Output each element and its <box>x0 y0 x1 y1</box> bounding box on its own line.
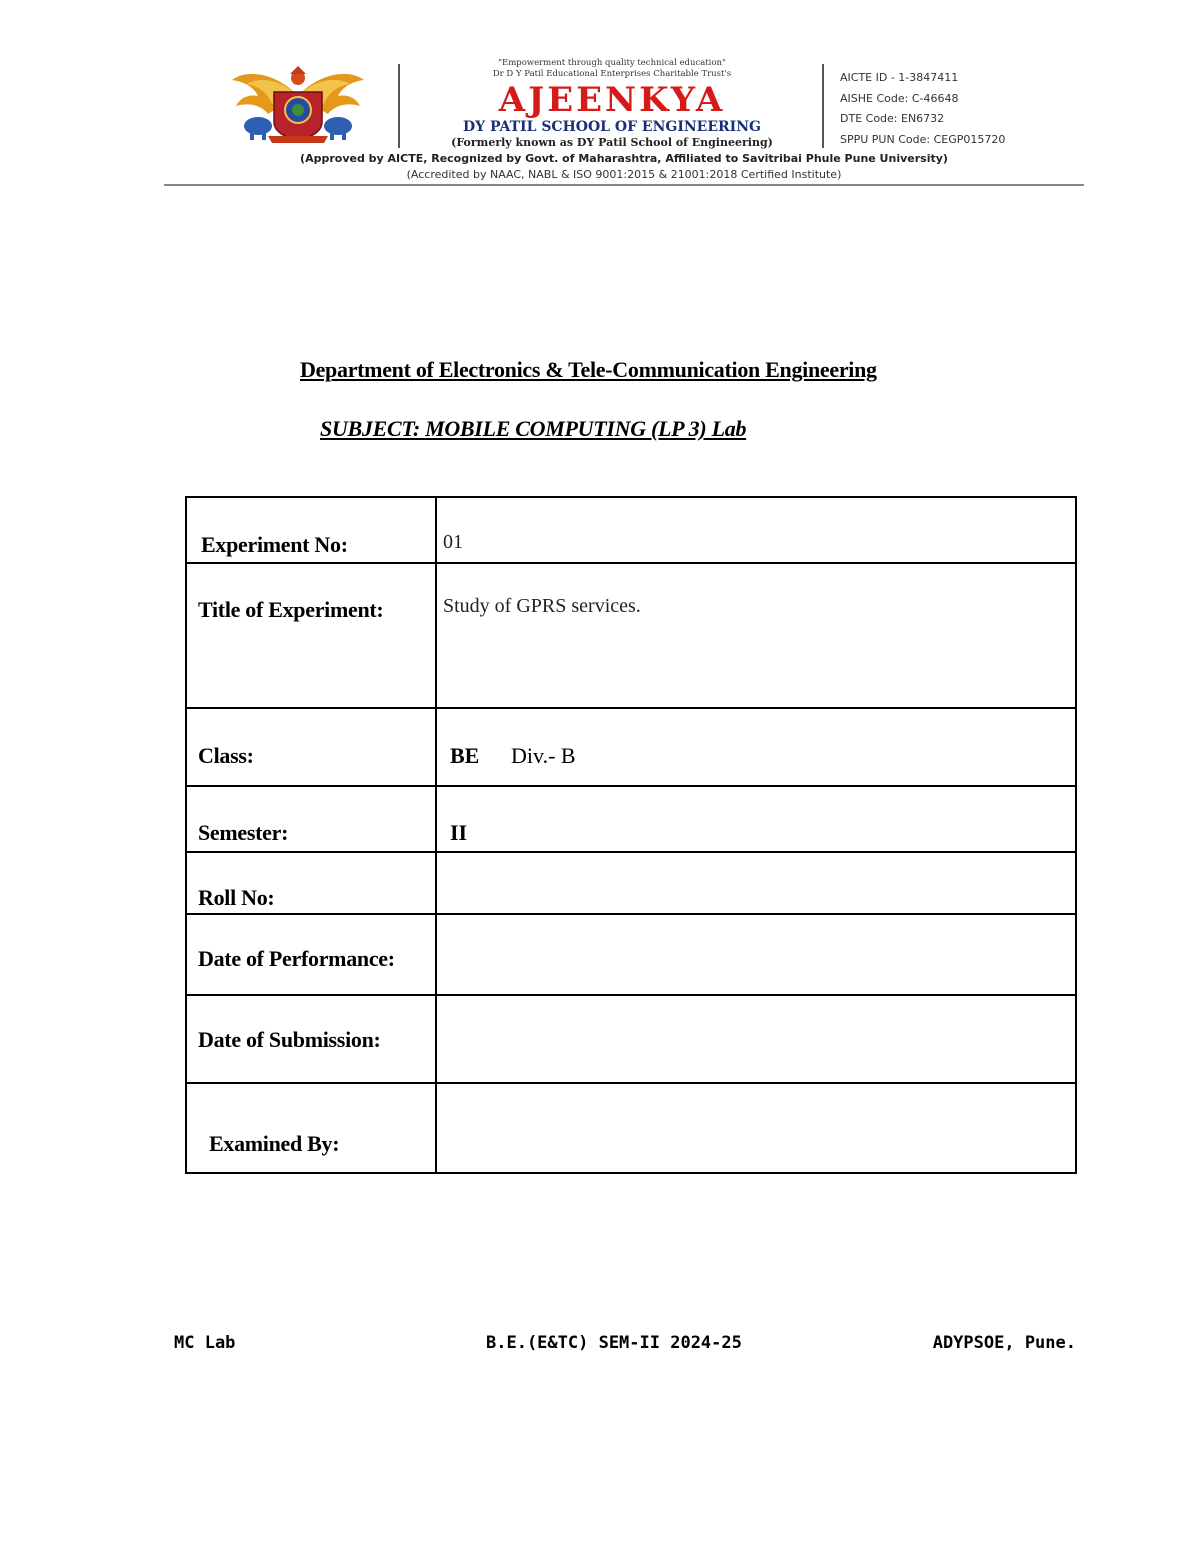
semester-value: II <box>450 820 468 845</box>
division-value: Div.- B <box>511 743 576 768</box>
table-cell-label <box>186 914 436 995</box>
table-cell-label <box>186 708 436 786</box>
table-cell-label <box>186 786 436 852</box>
class-value: BE <box>450 743 480 768</box>
table-cell-value <box>436 914 1076 995</box>
table-cell-label <box>186 563 436 708</box>
school-name: DY PATIL SCHOOL OF ENGINEERING <box>463 119 761 135</box>
table-cell-value <box>436 786 1076 852</box>
table-cell-label <box>186 1083 436 1173</box>
dte-code: DTE Code: EN6732 <box>840 112 945 125</box>
institution-codes <box>840 68 1005 150</box>
date-of-performance-label: Date of Performance: <box>198 946 395 971</box>
table-row <box>186 497 1076 563</box>
examined-by-label: Examined By: <box>209 1131 340 1156</box>
roll-no-label: Roll No: <box>198 885 275 910</box>
subject-title: SUBJECT: MOBILE COMPUTING (LP 3) Lab <box>320 416 747 441</box>
institution-name-block <box>402 58 822 149</box>
table-row <box>186 563 1076 708</box>
table-row <box>186 995 1076 1083</box>
sppu-code: SPPU PUN Code: CEGP015720 <box>840 132 1006 146</box>
title-value: Study of GPRS services. <box>443 595 641 617</box>
footer-right: ADYPSOE, Pune. <box>932 1333 1076 1353</box>
title-label: Title of Experiment: <box>198 597 384 622</box>
accreditation-line: (Accredited by NAAC, NABL & ISO 9001:2015 & 21001:2018 Certified Institute) <box>406 168 842 181</box>
footer-left: MC Lab <box>174 1333 236 1353</box>
college-emblem-logo <box>228 66 368 144</box>
table-row <box>186 1083 1076 1173</box>
header-divider <box>822 64 824 148</box>
date-of-submission-label: Date of Submission: <box>198 1027 381 1052</box>
table-cell-value <box>436 563 1076 708</box>
table-cell-value <box>436 497 1076 563</box>
table-cell-value <box>436 995 1076 1083</box>
aishe-code: AISHE Code: C-46648 <box>840 91 959 105</box>
aicte-id: AICTE ID - 1-3847411 <box>840 71 959 84</box>
institution-tagline: "Empowerment through quality technical education" <box>498 58 726 68</box>
approval-line: (Approved by AICTE, Recognized by Govt. of Maharashtra, Affiliated to Savitribai Phule Pune University) <box>300 152 948 165</box>
table-row <box>186 786 1076 852</box>
table-cell-label <box>186 852 436 914</box>
table-cell-label <box>186 995 436 1083</box>
semester-label: Semester: <box>198 820 289 845</box>
experiment-no-value: 01 <box>443 531 463 553</box>
table-row <box>186 914 1076 995</box>
experiment-info-table <box>185 496 1077 1174</box>
header-rule <box>164 184 1084 186</box>
letterhead <box>162 58 1086 188</box>
table-cell-label <box>186 497 436 563</box>
table-row <box>186 708 1076 786</box>
class-label: Class: <box>198 743 254 768</box>
brand-name: AJEENKYA <box>498 80 726 120</box>
department-title: Department of Electronics & Tele-Communication Engineering <box>300 357 877 382</box>
trust-name: Dr D Y Patil Educational Enterprises Charitable Trust's <box>492 69 732 79</box>
table-cell-value <box>436 708 1076 786</box>
former-name: (Formerly known as DY Patil School of Engineering) <box>451 136 773 149</box>
table-cell-value <box>436 852 1076 914</box>
footer-center: B.E.(E&TC) SEM-II 2024-25 <box>486 1333 742 1353</box>
table-cell-value <box>436 1083 1076 1173</box>
header-divider <box>398 64 400 148</box>
experiment-no-label: Experiment No: <box>201 532 348 557</box>
table-row <box>186 852 1076 914</box>
